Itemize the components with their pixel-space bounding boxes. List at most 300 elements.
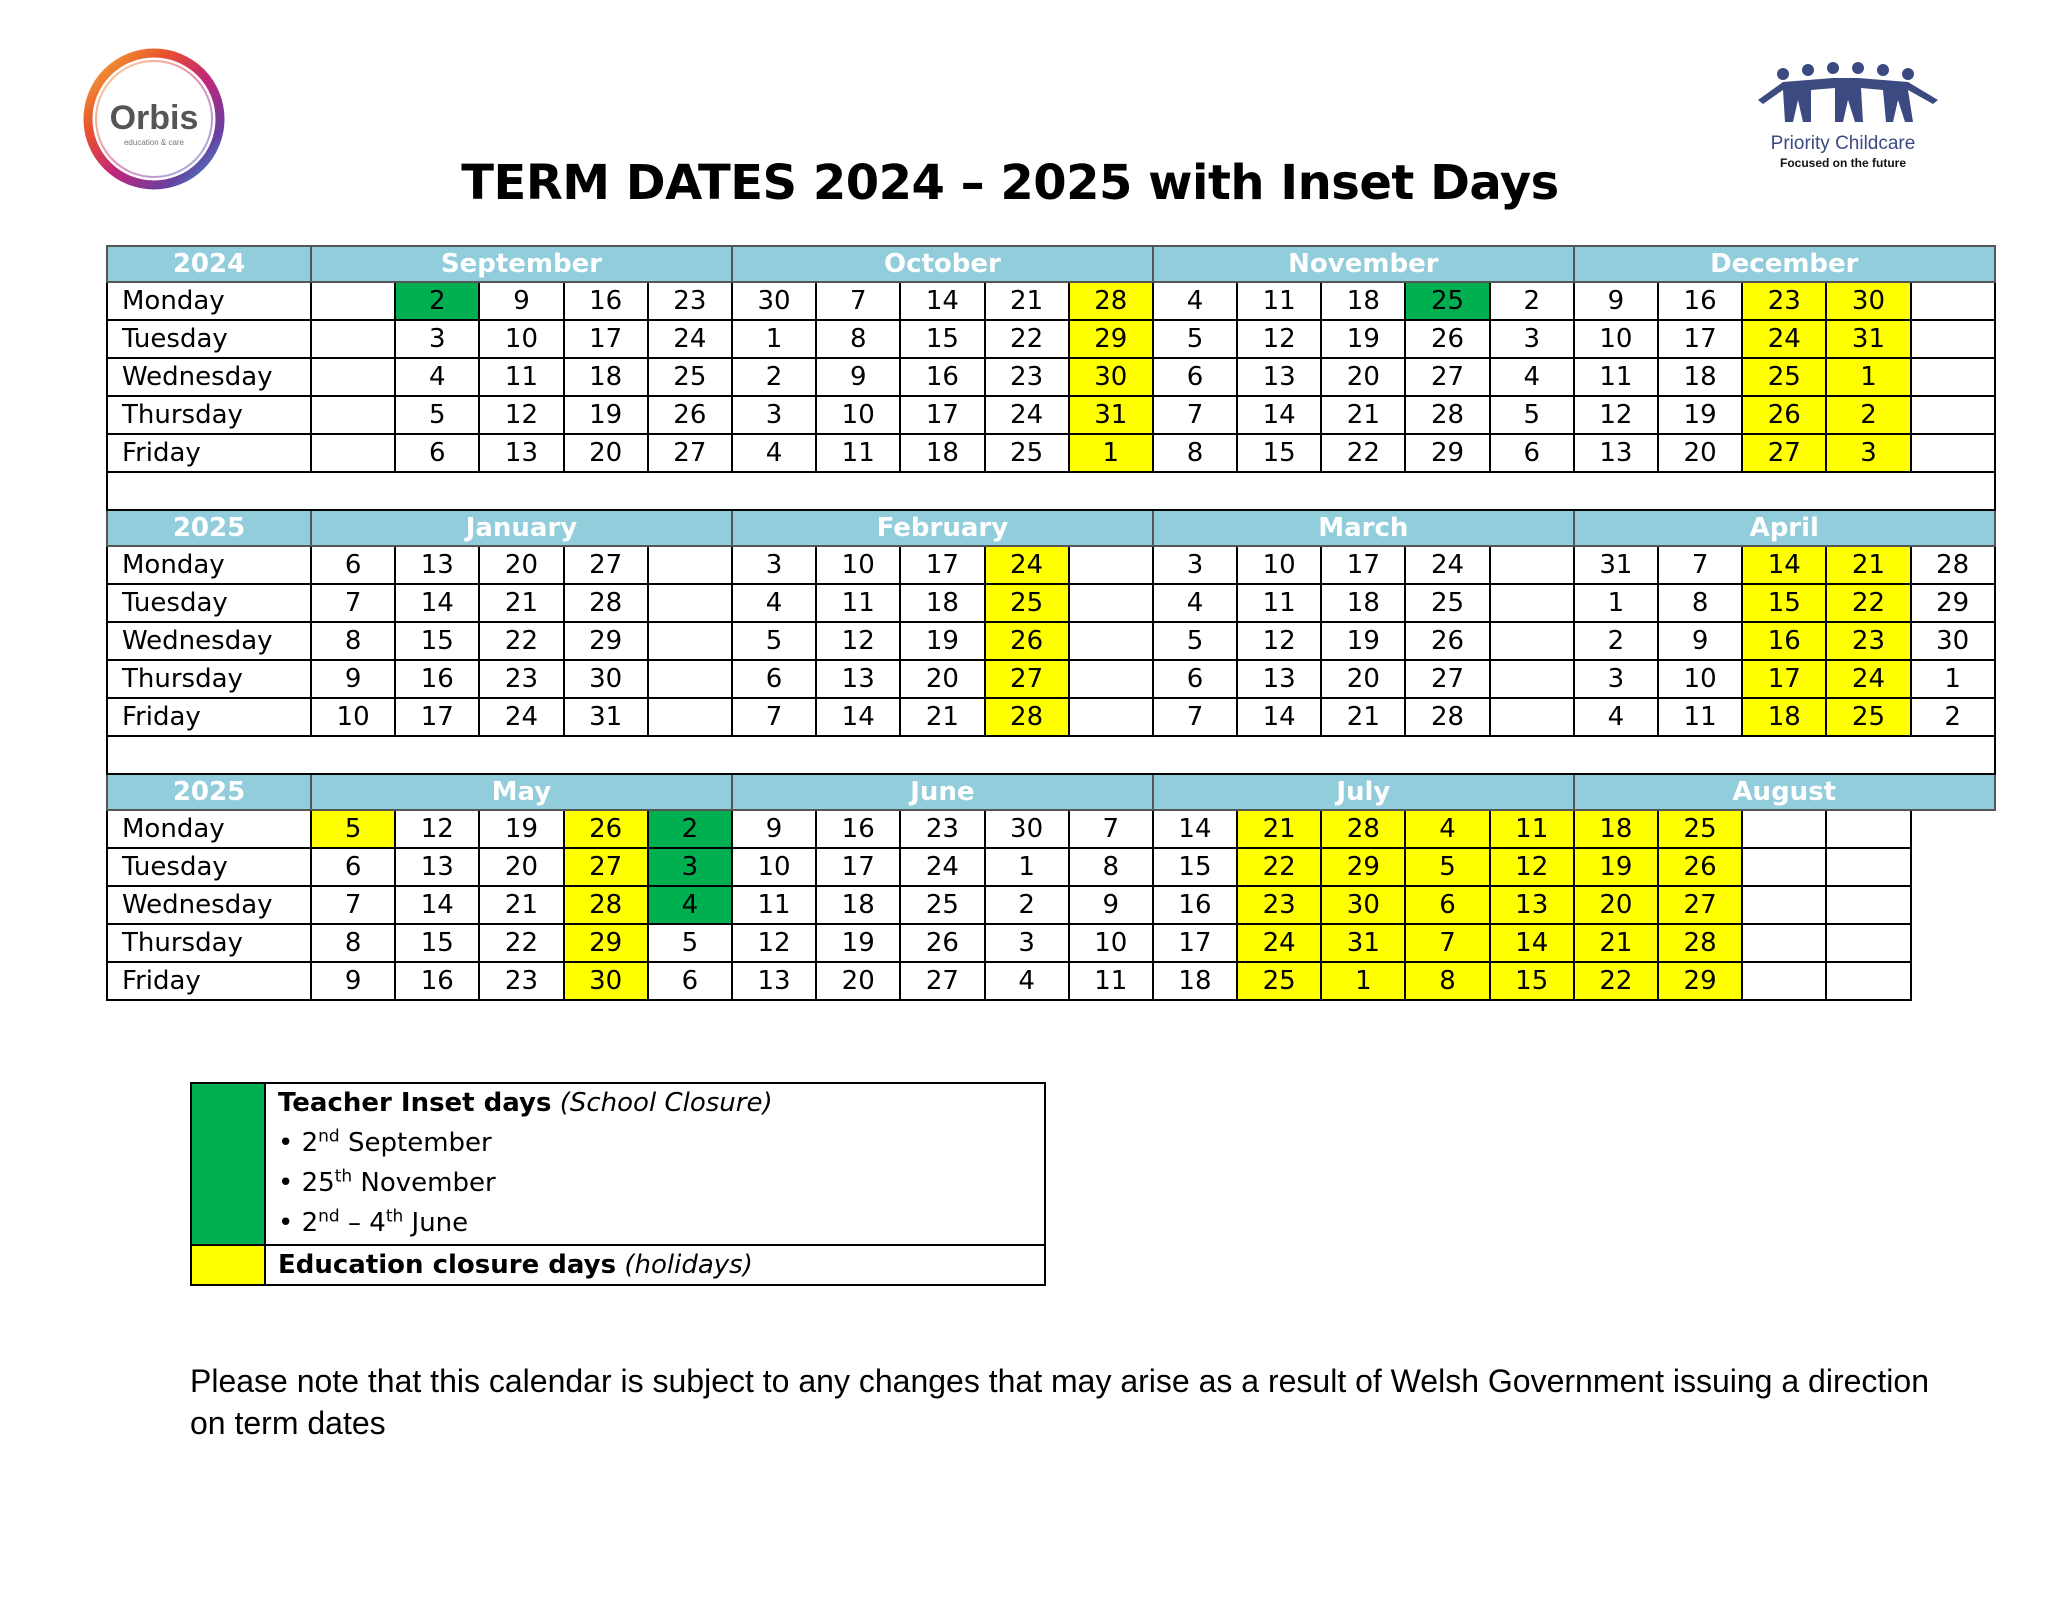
date-cell: 22: [479, 924, 563, 962]
date-cell: 6: [1153, 660, 1237, 698]
date-cell: 23: [900, 810, 984, 848]
date-cell-holiday: 24: [985, 546, 1069, 584]
date-cell: 30: [1911, 622, 1995, 660]
date-cell: 9: [479, 282, 563, 320]
date-cell-holiday: 28: [1321, 810, 1405, 848]
date-cell: 20: [900, 660, 984, 698]
date-cell: 24: [1405, 546, 1489, 584]
empty-cell: [1911, 886, 1995, 924]
date-cell: 13: [395, 546, 479, 584]
date-cell-holiday: 17: [1742, 660, 1826, 698]
date-cell: 20: [564, 434, 648, 472]
page-title: TERM DATES 2024 – 2025 with Inset Days: [461, 155, 1559, 211]
orbis-logo-subtext: education & care: [123, 138, 185, 147]
date-cell: 4: [732, 434, 816, 472]
date-cell: [1911, 358, 1995, 396]
date-cell: 17: [395, 698, 479, 736]
date-cell-holiday: 25: [985, 584, 1069, 622]
empty-cell: [1911, 810, 1995, 848]
date-cell: 9: [816, 358, 900, 396]
date-cell: 11: [816, 584, 900, 622]
date-cell-holiday: 6: [1405, 886, 1489, 924]
date-cell: [1911, 282, 1995, 320]
date-cell: 13: [732, 962, 816, 1000]
date-cell: 9: [311, 660, 395, 698]
weekday-label: Thursday: [107, 924, 311, 962]
date-cell-holiday: 18: [1742, 698, 1826, 736]
date-cell-holiday: 4: [1405, 810, 1489, 848]
date-cell-holiday: 24: [1826, 660, 1910, 698]
date-cell: [1490, 546, 1574, 584]
date-cell-holiday: 1: [1069, 434, 1153, 472]
date-cell: 21: [1321, 698, 1405, 736]
month-header: May: [311, 774, 732, 810]
date-cell: 14: [395, 584, 479, 622]
weekday-row: [107, 660, 1995, 698]
date-cell: 24: [985, 396, 1069, 434]
date-cell: 16: [395, 660, 479, 698]
date-cell: 19: [1321, 320, 1405, 358]
date-cell: 18: [900, 584, 984, 622]
date-cell: [1826, 848, 1910, 886]
date-cell: 11: [816, 434, 900, 472]
weekday-row: [107, 848, 1995, 886]
date-cell-holiday: 21: [1826, 546, 1910, 584]
date-cell: 6: [395, 434, 479, 472]
weekday-label: Tuesday: [107, 320, 311, 358]
orbis-logo-text: Orbis: [109, 99, 199, 137]
legend-item-month: June: [403, 1208, 469, 1238]
date-cell: 8: [816, 320, 900, 358]
date-cell: [1069, 698, 1153, 736]
month-header-row: [107, 774, 1995, 810]
date-cell: 21: [1321, 396, 1405, 434]
weekday-label: Wednesday: [107, 886, 311, 924]
date-cell: 5: [395, 396, 479, 434]
date-cell: 26: [1405, 622, 1489, 660]
date-cell: [1826, 962, 1910, 1000]
date-cell: 22: [985, 320, 1069, 358]
date-cell-holiday: 29: [1321, 848, 1405, 886]
weekday-label: Thursday: [107, 396, 311, 434]
date-cell: 21: [479, 886, 563, 924]
legend-item-suffix: nd: [318, 1206, 340, 1227]
date-cell: 28: [1405, 396, 1489, 434]
date-cell: [311, 282, 395, 320]
weekday-label: Monday: [107, 810, 311, 848]
date-cell-holiday: 1: [1826, 358, 1910, 396]
date-cell: 30: [985, 810, 1069, 848]
spacer-cell: [107, 736, 1995, 774]
weekday-row: [107, 320, 1995, 358]
date-cell: 10: [1069, 924, 1153, 962]
date-cell: 11: [732, 886, 816, 924]
date-cell: 27: [900, 962, 984, 1000]
date-cell: 27: [564, 546, 648, 584]
weekday-row: [107, 584, 1995, 622]
date-cell-holiday: 23: [1742, 282, 1826, 320]
date-cell: 20: [1658, 434, 1742, 472]
date-cell-holiday: 14: [1742, 546, 1826, 584]
date-cell: 29: [564, 622, 648, 660]
date-cell: 10: [479, 320, 563, 358]
date-cell: 16: [1658, 282, 1742, 320]
legend-item-suffix: th: [334, 1166, 353, 1187]
date-cell-holiday: 14: [1490, 924, 1574, 962]
date-cell: 3: [1153, 546, 1237, 584]
date-cell: 23: [479, 660, 563, 698]
date-cell-holiday: 2: [1826, 396, 1910, 434]
legend-holiday-label: [278, 1250, 753, 1280]
date-cell: 18: [564, 358, 648, 396]
date-cell-holiday: 30: [1321, 886, 1405, 924]
date-cell: 7: [311, 584, 395, 622]
date-cell-holiday: 22: [1826, 584, 1910, 622]
date-cell: 16: [816, 810, 900, 848]
date-cell: 7: [732, 698, 816, 736]
date-cell-holiday: 11: [1490, 810, 1574, 848]
date-cell: 12: [816, 622, 900, 660]
date-cell: 8: [311, 924, 395, 962]
date-cell-holiday: 15: [1742, 584, 1826, 622]
date-cell: 3: [395, 320, 479, 358]
date-cell: 15: [395, 622, 479, 660]
date-cell: 23: [648, 282, 732, 320]
date-cell: 8: [1658, 584, 1742, 622]
date-cell: 19: [1658, 396, 1742, 434]
date-cell-holiday: 28: [1658, 924, 1742, 962]
date-cell: 12: [395, 810, 479, 848]
date-cell: 8: [1069, 848, 1153, 886]
date-cell: 10: [816, 546, 900, 584]
date-cell: 7: [1153, 698, 1237, 736]
date-cell: 6: [1153, 358, 1237, 396]
date-cell: 2: [985, 886, 1069, 924]
date-cell: 27: [648, 434, 732, 472]
month-header: July: [1153, 774, 1574, 810]
date-cell: 28: [1405, 698, 1489, 736]
month-header: October: [732, 246, 1153, 282]
date-cell: 13: [816, 660, 900, 698]
date-cell: 2: [1911, 698, 1995, 736]
date-cell: 17: [564, 320, 648, 358]
date-cell: [648, 660, 732, 698]
date-cell: 4: [1490, 358, 1574, 396]
date-cell: 15: [900, 320, 984, 358]
block-spacer: [107, 736, 1995, 774]
weekday-label: Wednesday: [107, 358, 311, 396]
date-cell: 7: [1658, 546, 1742, 584]
date-cell-holiday: 26: [564, 810, 648, 848]
date-cell: 3: [985, 924, 1069, 962]
date-cell: [1826, 810, 1910, 848]
date-cell-inset: 4: [648, 886, 732, 924]
legend-inset-swatch: [192, 1084, 266, 1244]
date-cell-holiday: 26: [1658, 848, 1742, 886]
date-cell: 10: [1658, 660, 1742, 698]
date-cell: 14: [1237, 698, 1321, 736]
priority-childcare-tagline: Focused on the future: [1780, 156, 1906, 170]
date-cell: 5: [1153, 622, 1237, 660]
month-header: September: [311, 246, 732, 282]
date-cell: 17: [1153, 924, 1237, 962]
date-cell: 11: [1574, 358, 1658, 396]
date-cell: 22: [479, 622, 563, 660]
month-header: January: [311, 510, 732, 546]
date-cell-inset: 2: [648, 810, 732, 848]
weekday-label: Wednesday: [107, 622, 311, 660]
date-cell: 19: [900, 622, 984, 660]
date-cell: 9: [311, 962, 395, 1000]
weekday-row: [107, 282, 1995, 320]
date-cell: 19: [564, 396, 648, 434]
weekday-label: Friday: [107, 698, 311, 736]
date-cell: 6: [732, 660, 816, 698]
date-cell: [1490, 622, 1574, 660]
date-cell-holiday: 28: [564, 886, 648, 924]
date-cell: 16: [1153, 886, 1237, 924]
date-cell: [1069, 546, 1153, 584]
date-cell: 4: [732, 584, 816, 622]
date-cell: 9: [1574, 282, 1658, 320]
date-cell: 16: [900, 358, 984, 396]
date-cell: 7: [311, 886, 395, 924]
date-cell: 14: [900, 282, 984, 320]
weekday-row: [107, 886, 1995, 924]
date-cell: [311, 434, 395, 472]
children-chain-icon: [1743, 60, 1953, 132]
date-cell: 1: [1911, 660, 1995, 698]
legend-item-month: November: [352, 1168, 496, 1198]
date-cell-holiday: 30: [564, 962, 648, 1000]
weekday-row: [107, 924, 1995, 962]
date-cell-inset: 3: [648, 848, 732, 886]
date-cell: 20: [1321, 660, 1405, 698]
date-cell: 30: [564, 660, 648, 698]
date-cell-holiday: 30: [1069, 358, 1153, 396]
year-header: 2025: [107, 774, 311, 810]
term-dates-calendar: [106, 245, 1996, 1001]
date-cell: [1490, 660, 1574, 698]
date-cell: [311, 320, 395, 358]
month-header: June: [732, 774, 1153, 810]
legend-holiday-swatch: [192, 1246, 266, 1284]
date-cell-holiday: 26: [985, 622, 1069, 660]
date-cell: 15: [1153, 848, 1237, 886]
year-header: 2025: [107, 510, 311, 546]
weekday-row: [107, 358, 1995, 396]
date-cell: 16: [564, 282, 648, 320]
date-cell: 13: [1237, 660, 1321, 698]
date-cell: [1490, 584, 1574, 622]
date-cell-holiday: 16: [1742, 622, 1826, 660]
legend-item-range-end: – 4: [339, 1208, 386, 1238]
empty-cell: [1911, 848, 1995, 886]
legend-item-month: September: [339, 1128, 492, 1158]
date-cell: 15: [395, 924, 479, 962]
date-cell-holiday: 5: [1405, 848, 1489, 886]
date-cell: 26: [1405, 320, 1489, 358]
date-cell: 11: [1237, 282, 1321, 320]
date-cell: 10: [1237, 546, 1321, 584]
weekday-row: [107, 698, 1995, 736]
spacer-cell: [107, 472, 1995, 510]
disclaimer-note: Please note that this calendar is subject to any changes that may arise as a result of Welsh Government issuing a direction on term dates: [190, 1363, 1929, 1441]
date-cell: 18: [1153, 962, 1237, 1000]
date-cell-holiday: 30: [1826, 282, 1910, 320]
date-cell-holiday: 12: [1490, 848, 1574, 886]
date-cell: 11: [1658, 698, 1742, 736]
date-cell: 19: [479, 810, 563, 848]
date-cell: 2: [1490, 282, 1574, 320]
date-cell-holiday: 27: [564, 848, 648, 886]
legend-holiday-title: Education closure days: [278, 1250, 617, 1280]
date-cell: 22: [1321, 434, 1405, 472]
date-cell-holiday: 8: [1405, 962, 1489, 1000]
weekday-row: [107, 396, 1995, 434]
month-header-row: [107, 246, 1995, 282]
weekday-label: Friday: [107, 962, 311, 1000]
date-cell: 25: [648, 358, 732, 396]
empty-cell: [1911, 924, 1995, 962]
date-cell: 25: [900, 886, 984, 924]
date-cell-holiday: 23: [1826, 622, 1910, 660]
date-cell: [1911, 320, 1995, 358]
legend-inset-item: • 2nd September: [278, 1126, 492, 1158]
date-cell: 12: [1237, 320, 1321, 358]
date-cell: 21: [900, 698, 984, 736]
priority-childcare-name: Priority Childcare: [1770, 133, 1916, 154]
date-cell: 23: [985, 358, 1069, 396]
date-cell: 11: [479, 358, 563, 396]
legend-inset-label: [278, 1088, 773, 1118]
date-cell: [311, 358, 395, 396]
date-cell-holiday: 23: [1237, 886, 1321, 924]
date-cell-holiday: 29: [564, 924, 648, 962]
date-cell-holiday: 22: [1574, 962, 1658, 1000]
date-cell-holiday: 31: [1069, 396, 1153, 434]
month-header: December: [1574, 246, 1995, 282]
date-cell: 29: [1405, 434, 1489, 472]
legend-item-day: 2: [301, 1128, 319, 1158]
date-cell: 10: [732, 848, 816, 886]
date-cell: [1490, 698, 1574, 736]
month-header: February: [732, 510, 1153, 546]
block-spacer: [107, 472, 1995, 510]
date-cell: 12: [479, 396, 563, 434]
date-cell: [1911, 434, 1995, 472]
date-cell: 10: [816, 396, 900, 434]
date-cell: 5: [1153, 320, 1237, 358]
date-cell-holiday: 3: [1826, 434, 1910, 472]
date-cell-inset: 2: [395, 282, 479, 320]
legend: [190, 1082, 1046, 1286]
date-cell-holiday: 19: [1574, 848, 1658, 886]
date-cell: 13: [479, 434, 563, 472]
date-cell: 4: [1574, 698, 1658, 736]
date-cell: [1069, 622, 1153, 660]
date-cell-holiday: 27: [1742, 434, 1826, 472]
month-header: April: [1574, 510, 1995, 546]
legend-item-day: 25: [301, 1168, 335, 1198]
date-cell: 3: [1574, 660, 1658, 698]
date-cell: [1069, 660, 1153, 698]
date-cell: 7: [1069, 810, 1153, 848]
legend-inset-item: • 2nd – 4th June: [278, 1206, 469, 1238]
date-cell-holiday: 7: [1405, 924, 1489, 962]
date-cell: 10: [311, 698, 395, 736]
date-cell: [1826, 924, 1910, 962]
date-cell-holiday: 25: [1742, 358, 1826, 396]
date-cell-holiday: 13: [1490, 886, 1574, 924]
date-cell-holiday: 21: [1237, 810, 1321, 848]
date-cell-holiday: 28: [1069, 282, 1153, 320]
legend-holiday-sub: (holidays): [624, 1250, 753, 1280]
date-cell: 26: [900, 924, 984, 962]
date-cell-holiday: 27: [985, 660, 1069, 698]
date-cell: 30: [732, 282, 816, 320]
weekday-label: Monday: [107, 282, 311, 320]
date-cell: 18: [816, 886, 900, 924]
date-cell: 18: [1321, 584, 1405, 622]
weekday-row: [107, 546, 1995, 584]
date-cell: [1069, 584, 1153, 622]
date-cell: [648, 622, 732, 660]
date-cell: [648, 698, 732, 736]
date-cell: 18: [1658, 358, 1742, 396]
date-cell: 20: [816, 962, 900, 1000]
date-cell-holiday: 18: [1574, 810, 1658, 848]
date-cell: 5: [648, 924, 732, 962]
weekday-row: [107, 962, 1995, 1000]
date-cell: 19: [1321, 622, 1405, 660]
date-cell: 21: [985, 282, 1069, 320]
date-cell: 13: [395, 848, 479, 886]
date-cell-holiday: 24: [1237, 924, 1321, 962]
legend-item-suffix: th: [385, 1206, 404, 1227]
weekday-label: Friday: [107, 434, 311, 472]
date-cell: [1742, 810, 1826, 848]
date-cell: 11: [1237, 584, 1321, 622]
date-cell-holiday: 1: [1321, 962, 1405, 1000]
date-cell: 17: [900, 396, 984, 434]
date-cell-holiday: 22: [1237, 848, 1321, 886]
date-cell-holiday: 20: [1574, 886, 1658, 924]
date-cell: 27: [1405, 358, 1489, 396]
date-cell-inset: 25: [1405, 282, 1489, 320]
date-cell: [1742, 924, 1826, 962]
date-cell: [1742, 886, 1826, 924]
weekday-label: Tuesday: [107, 848, 311, 886]
empty-cell: [1911, 962, 1995, 1000]
date-cell: 9: [1069, 886, 1153, 924]
date-cell: 7: [816, 282, 900, 320]
date-cell: 24: [900, 848, 984, 886]
date-cell: 24: [479, 698, 563, 736]
date-cell: [1742, 848, 1826, 886]
date-cell: 17: [900, 546, 984, 584]
date-cell: 6: [311, 848, 395, 886]
date-cell-holiday: 29: [1069, 320, 1153, 358]
date-cell-holiday: 29: [1658, 962, 1742, 1000]
date-cell: 8: [1153, 434, 1237, 472]
weekday-row: [107, 434, 1995, 472]
date-cell: [648, 546, 732, 584]
date-cell: 1: [985, 848, 1069, 886]
date-cell: 19: [816, 924, 900, 962]
weekday-row: [107, 810, 1995, 848]
date-cell-holiday: 26: [1742, 396, 1826, 434]
